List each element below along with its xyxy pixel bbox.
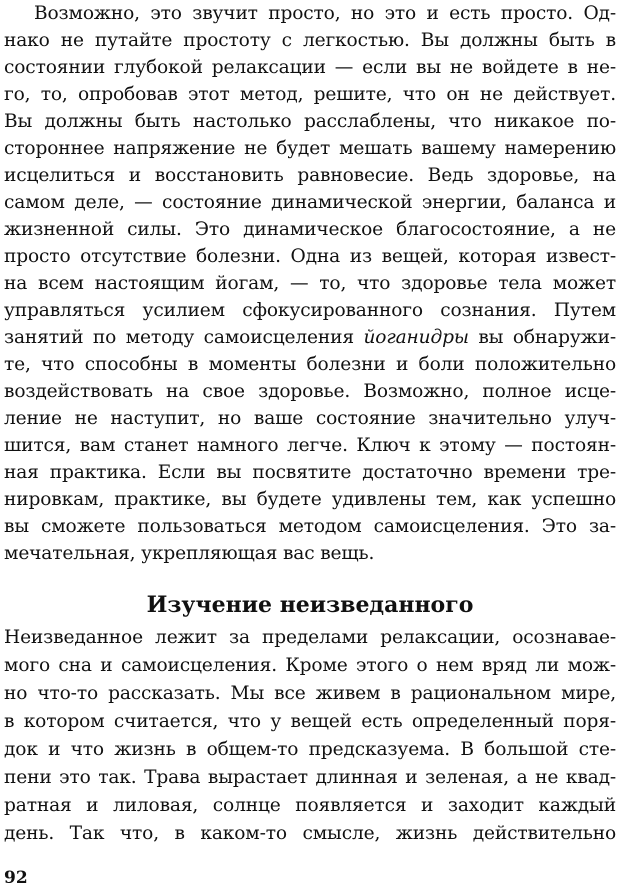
text-line-with-emphasis (4, 324, 616, 352)
text-line: стороннее напряжение не будет мешать вашему намерению (4, 138, 616, 159)
text-line: просто отсутствие болезни. Одна из вещей, которая извест- (4, 246, 616, 267)
text-line: нако не путайте простоту с легкостью. Вы должны быть в (4, 30, 616, 51)
text-line: док и что жизнь в общем-то предсказуема. В большой сте- (4, 739, 616, 760)
text-line: Вы должны быть настолько расслаблены, что никакое по- (4, 111, 616, 132)
text-line: в котором считается, что у вещей есть определенный поря- (4, 711, 616, 732)
text-line: мечательная, укрепляющая вас вещь. (4, 543, 375, 564)
text-line: нировкам, практике, вы будете удивлены тем, как успешно (4, 489, 616, 510)
section-heading: Изучение неизведанного (146, 592, 474, 618)
text-segment: занятий по методу самоисцеления (4, 327, 364, 348)
text-line: го, то, опробовав этот метод, решите, что он не действует. (4, 84, 616, 105)
text-line: ление не наступит, но ваше состояние значительно улуч- (4, 408, 616, 429)
text-line: Неизведанное лежит за пределами релаксации, осознавае- (4, 627, 616, 648)
text-line: вы сможете пользоваться методом самоисцеления. Это за- (4, 516, 616, 537)
text-line: Возможно, это звучит просто, но это и есть просто. Од- (34, 3, 616, 24)
text-line: день. Так что, в каком-то смысле, жизнь действительно (4, 823, 616, 844)
text-line: состоянии глубокой релаксации — если вы не войдете в не- (4, 57, 616, 78)
text-line: ратная и лиловая, солнце появляется и заходит каждый (4, 795, 616, 816)
text-line: управляться усилием сфокусированного сознания. Путем (4, 300, 616, 321)
emphasis-term: йоганидры (363, 327, 469, 348)
text-line: те, что способны в моменты болезни и боли положительно (4, 354, 616, 375)
text-segment: вы обнаружи- (468, 327, 616, 348)
text-line: но что-то рассказать. Мы все живем в рациональном мире, (4, 683, 616, 704)
text-line: жизненной силы. Это динамическое благосостояние, а не (4, 219, 616, 240)
text-line: мого сна и самоисцеления. Кроме этого о нем вряд ли мож- (4, 655, 616, 676)
text-line: пени это так. Трава вырастает длинная и зеленая, а не квад- (4, 767, 616, 788)
text-line: исцелиться и восстановить равновесие. Ведь здоровье, на (4, 165, 616, 186)
text-line: самом деле, — состояние динамической энергии, баланса и (4, 192, 616, 213)
text-line: воздействовать на свое здоровье. Возможно, полное исце- (4, 381, 616, 402)
text-line: ная практика. Если вы посвятите достаточно времени тре- (4, 462, 616, 483)
text-line: шится, вам станет намного легче. Ключ к этому — постоян- (4, 435, 616, 456)
page-number: 92 (4, 868, 28, 888)
text-line: на всем настоящим йогам, — то, что здоровье тела может (4, 273, 616, 294)
